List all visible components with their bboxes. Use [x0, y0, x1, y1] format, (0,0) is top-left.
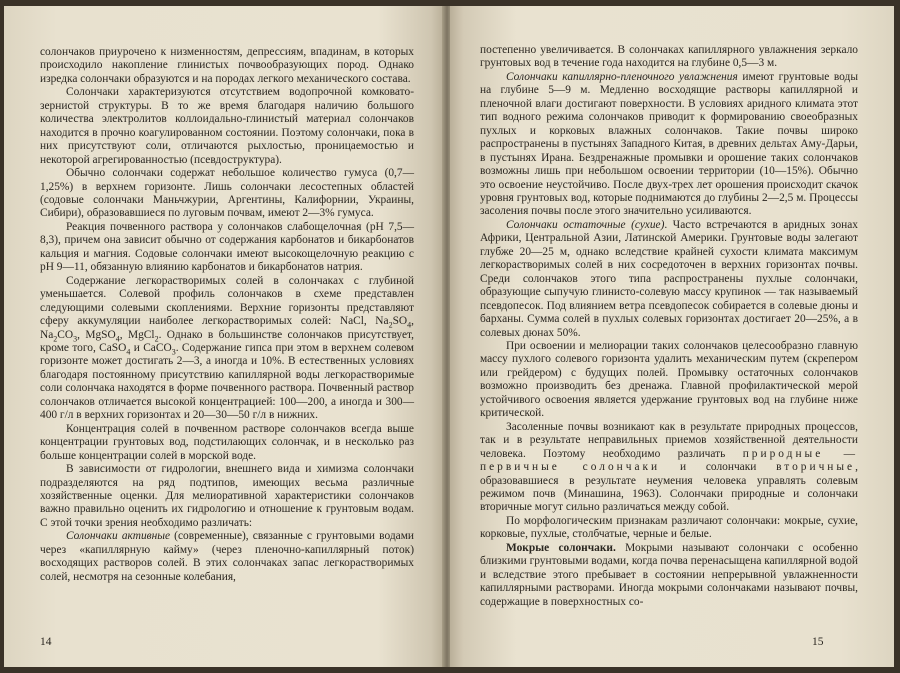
- text-run: Засоленные почвы возникают как в результате природных процессов, так и в результате неправильных приемов хозяйственной деятельности человека. Поэтому необходимо различать: [480, 420, 858, 460]
- right-page-text: [480, 44, 858, 609]
- text-run: . Часто встречаются в аридных зонах Африки, Центральной Азии, Латинской Америки. Грунтовые воды залегают глубже 20—25 м, однако вследствие крайней сухости климата максимум легкорастворимых солей в них сосредоточен в верхних горизонтах почвы. Среди солончаков этого типа распространены пухлые солончаки, образующие сыпучую глинисто-солевую массу крупинок — так называемый псевдопесок. Под влиянием ветра псевдопесок собирается в солевые дюны и барханы. Сумма солей в пухлых солевых горизонтах достигает 20—25%, а в солевых дюнах 50%.: [480, 218, 858, 339]
- paragraph: При освоении и мелиорации таких солончаков целесообразно главную массу пухлого солевого горизонта удалить механическим путем (скрепером или грейдером) с будущих полей. Промывку остаточных солончаков возможно производить без дренажа. Главной профилактической мерой устойчивого освоения является удержание грунтовых вод на глубине ниже критической.: [480, 339, 858, 420]
- formula-nacl: NaCl: [339, 315, 364, 328]
- paragraph: солончаков приурочено к низменностям, депрессиям, впадинам, в которых происходило накопление глинистых почвообразующих пород. Однако изредка солончаки образуются и на породах легкого механического состава.: [40, 46, 414, 85]
- paragraph: По морфологическим признакам различают солончаки: мокрые, сухие, корковые, пухлые, столбчатые, черные и белые.: [480, 514, 858, 541]
- paragraph: [480, 542, 858, 609]
- paragraph: Солончаки характеризуются отсутствием водопрочной комковато-зернистой структуры. В то же время благодаря наличию большого количества электролитов коллоидально-глинистый материал солончаков находится в прочно коагулированном состоянии. Поэтому солончаки, пока в них присутствуют соли, отличаются рыхлостью, проницаемостью и некоторой агрегированностью (псевдоструктура).: [40, 86, 414, 166]
- term-secondary: вторичные: [776, 461, 856, 474]
- formula-na2co3: $Na_2CO_3$: [40, 328, 78, 343]
- text-run: , образовавшиеся в результате неумения человека управлять солевым режимом почв (Минашина, 1963). Солончаки природные и солончаки вторичные могут сильно различаться между собой.: [480, 461, 858, 514]
- term-primary: природные — первичные солончаки: [480, 447, 858, 474]
- left-page: [4, 6, 444, 667]
- right-page: [450, 6, 894, 667]
- text-run: . Содержание гипса при этом в верхнем солевом горизонте может достигать 2—3, а иногда и 10%. В естественных условиях благодаря постоянному присутствию капиллярной воды легкорастворимые соли солончака находятся в форме почвенного раствора. Почвенный раствор солончаков отличается высокой концентрацией: 100—200, а иногда и 300—400 г/л в верхних горизонтах и 20—30—50 г/л в нижних.: [40, 341, 414, 422]
- text-run: и солончаки: [660, 461, 777, 474]
- formula-mgso4: MgSO$_4$: [85, 328, 120, 343]
- term-capillary-film: Солончаки капиллярно-пленочного увлажнения: [506, 70, 738, 83]
- paragraph: В зависимости от гидрологии, внешнего вида и химизма солончаки подразделяются на ряд подтипов, имеющих весьма различные хозяйственные оценки. Для мелиоративной характеристики солончаков важно правильно оценить их гидрологию и отношение к грунтовым водам. С этой точки зрения необходимо различать:: [40, 463, 414, 529]
- text-run: Мокрыми называют солончаки с особенно близкими грунтовыми водами, когда почва перенасыщена капиллярной водой и вследствие этого пребывает в состоянии непрерывной увлажненности капиллярными растворами. Иногда мокрыми солончаками называют почвы, содержащие в поверхностных со-: [480, 541, 858, 608]
- paragraph: [480, 71, 858, 219]
- section-heading-wet: Мокрые солончаки.: [506, 541, 616, 554]
- text-run: имеют грунтовые воды на глубине 5—9 м. Медленно восходящие растворы капиллярной и пленочной влаги достигают поверхности. В условиях аридного климата этот тип водного режима солончаков приводит к формированию своеобразных пухлых и корковых влажных солончаков. Такие почвы широко распространены в пустынях Западного Китая, в древних дельтах Аму-Дарьи, в пустынях Ирана. Бездренажные промывки и орошение таких солончаков возможны лишь при небольшом освоении территории (10—15%). Обычно это освоение неустойчиво. После двух-трех лет орошения происходит скачок уровня грунтовых вод, которые поднимаются до глубины 2—2,5 м. Процессы засоления почвы после этого значительно усиливаются.: [480, 70, 859, 218]
- formula-caso4: CaSO$_4$: [99, 341, 131, 357]
- paragraph: Обычно солончаки содержат небольшое количество гумуса (0,7—1,25%) в верхнем горизонте. Лишь солончаки лесостепных областей (содовые солончаки Маньчжурии, Аргентины, Калифорнии, Украины, Сибири), образовавшиеся по луговым почвам, имеют 2—3% гумуса.: [40, 167, 414, 220]
- page-number: 15: [812, 636, 824, 648]
- paragraph: постепенно увеличивается. В солончаках капиллярного увлажнения зеркало грунтовых вод в течение года находится на глубине 0,5—3 м.: [480, 44, 858, 70]
- formula-na2so4: $Na_2SO_4$: [375, 315, 412, 330]
- text-run: Содержание легкорастворимых солей в солончаках с глубиной уменьшается. Солевой профиль солончаков в схеме представлен следующими солевыми скоплениями. Верхние горизонты представляют сферу аккумуляции наиболее легкорастворимых солей:: [40, 274, 414, 328]
- text-run: . Однако в большинстве солончаков присутствует, кроме того,: [40, 328, 415, 354]
- formula-mgcl2: MgCl$_2$: [127, 328, 159, 343]
- paragraph: Концентрация солей в почвенном растворе солончаков всегда выше концентрации грунтовых вод, подстилающих солончак, и в несколько раз больше концентрации солей в морской воде.: [40, 422, 414, 462]
- text-run: (современные), связанные с грунтовыми водами через «капиллярную кайму» (через пленочно-капиллярный поток) восходящих растворов солей. В этих солончаках запас легкорастворимых солей, несмотря на сезонные колебания,: [40, 530, 414, 583]
- paragraph: Реакция почвенного раствора у солончаков слабощелочная (рН 7,5—8,3), причем она зависит обычно от содержания карбонатов и бикарбонатов кальция и магния. Содовые солончаки имеют высокощелочную реакцию с рН 9—11, обязанную влиянию карбонатов и бикарбонатов натрия.: [40, 220, 414, 274]
- paragraph: [480, 421, 858, 515]
- paragraph: Содержание легкорастворимых солей в солончаках с глубиной уменьшается. Солевой профиль солончаков в схеме представлен следующими солевыми скоплениями. Верхние горизонты представляют сферу аккумуляции наиболее легкорастворимых солей: NaCl, $Na_2SO_4$, $Na_2CO_3$, MgSO$_4$, MgCl$_2$. Однако в большинстве солончаков присутствует, кроме того, CaSO$_4$ и CaCO$_3$. Содержание гипса при этом в верхнем солевом горизонте может достигать 2—3, а иногда и 10%. В естественных условиях благодаря постоянному присутствию капиллярной воды легкорастворимые соли солончака находятся в форме почвенного раствора. Почвенный раствор солончаков отличается высокой концентрацией: 100—200, а иногда и 300—400 г/л в верхних горизонтах и 20—30—50 г/л в нижних.: [40, 274, 415, 422]
- term-residual: Солончаки остаточные: [506, 218, 626, 231]
- page-number: 14: [40, 636, 52, 648]
- left-page-text: [40, 46, 414, 584]
- paragraph: [40, 530, 414, 584]
- paragraph: [480, 219, 858, 340]
- formula-caco3: CaCO$_3$: [143, 341, 176, 357]
- term-dry: (сухие): [625, 218, 665, 231]
- term-active-solonchaks: Солончаки активные: [66, 530, 171, 543]
